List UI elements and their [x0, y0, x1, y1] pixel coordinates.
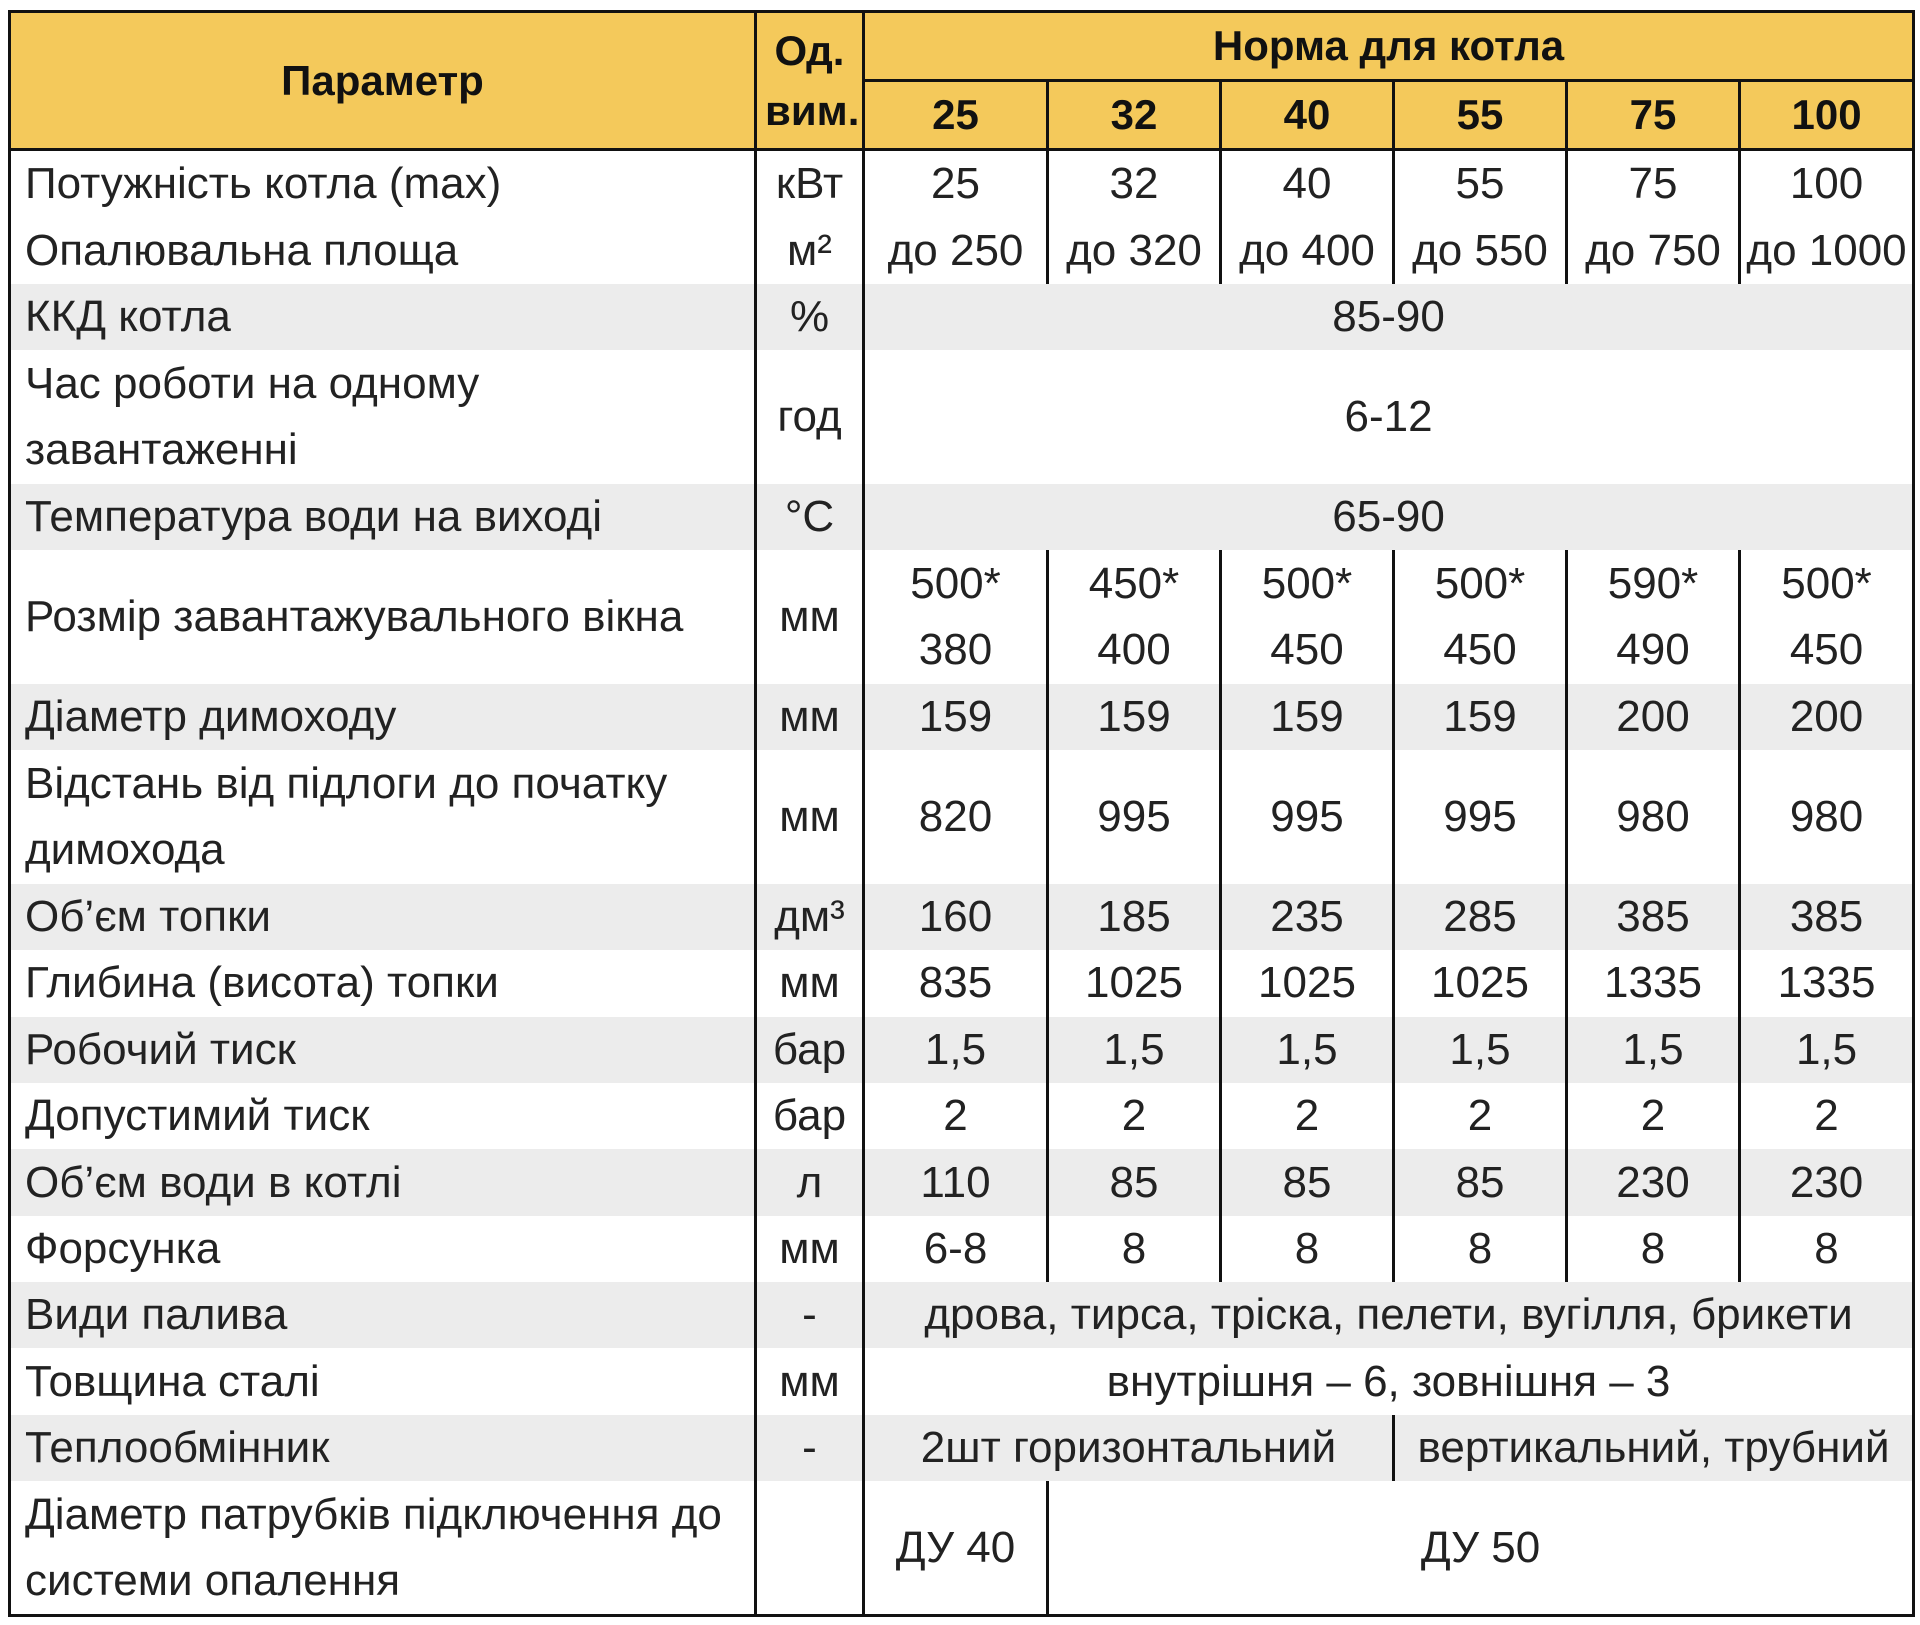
window-width: 500*: [1434, 559, 1526, 609]
unit-cell: мм: [756, 950, 864, 1016]
unit-cell: [756, 1481, 864, 1615]
value-cell: [1567, 550, 1740, 684]
value-cell: 1,5: [1567, 1017, 1740, 1083]
unit-cell: кВт: [756, 150, 864, 218]
merged-value-cell: 6-12: [864, 350, 1914, 484]
value-cell: 1,5: [864, 1017, 1048, 1083]
value-cell: 8: [1394, 1216, 1567, 1282]
value-cell: до 250: [864, 217, 1048, 283]
table-row: [10, 284, 1914, 350]
boiler-spec-table: [8, 10, 1915, 1617]
value-cell: 55: [1394, 150, 1567, 218]
param-cell: Температура води на виході: [10, 484, 756, 550]
value-cell: 820: [864, 750, 1048, 884]
unit-cell: бар: [756, 1017, 864, 1083]
param-cell: Діаметр патрубків підключення до системи опалення: [10, 1481, 756, 1615]
value-cell: до 320: [1048, 217, 1221, 283]
spec-table-wrapper: [8, 10, 1912, 1617]
table-row: [10, 884, 1914, 950]
unit-cell: %: [756, 284, 864, 350]
value-cell: 8: [1740, 1216, 1914, 1282]
window-height: 450: [1789, 625, 1864, 675]
value-cell: 2: [1048, 1083, 1221, 1149]
value-cell: 85: [1221, 1149, 1394, 1215]
header-model: 75: [1567, 81, 1740, 150]
pipe-diameter-first: ДУ 40: [864, 1481, 1048, 1615]
value-cell: 235: [1221, 884, 1394, 950]
param-cell: Розмір завантажувального вікна: [10, 550, 756, 684]
table-row: [10, 1017, 1914, 1083]
table-row: [10, 1282, 1914, 1348]
value-cell: [1740, 550, 1914, 684]
param-cell: Час роботи на одному завантаженні: [10, 350, 756, 484]
value-cell: 25: [864, 150, 1048, 218]
param-cell: Види палива: [10, 1282, 756, 1348]
window-height: 490: [1616, 625, 1690, 675]
value-cell: 159: [1394, 684, 1567, 750]
value-cell: [1221, 550, 1394, 684]
unit-cell: л: [756, 1149, 864, 1215]
value-cell: 980: [1740, 750, 1914, 884]
pipe-diameter-rest: ДУ 50: [1048, 1481, 1914, 1615]
window-width: 450*: [1088, 559, 1180, 609]
value-cell: 100: [1740, 150, 1914, 218]
header-param: Параметр: [10, 12, 756, 150]
header-model: 55: [1394, 81, 1567, 150]
table-row: [10, 1481, 1914, 1615]
header-model: 100: [1740, 81, 1914, 150]
unit-cell: -: [756, 1282, 864, 1348]
header-model: 25: [864, 81, 1048, 150]
window-height: 380: [918, 625, 993, 675]
header-unit-line2: вим.: [765, 86, 860, 134]
unit-cell: мм: [756, 550, 864, 684]
header-row-1: [10, 12, 1914, 81]
value-cell: 6-8: [864, 1216, 1048, 1282]
value-cell: 110: [864, 1149, 1048, 1215]
unit-cell: дм³: [756, 884, 864, 950]
header-unit-line1: Од.: [774, 26, 845, 74]
value-cell: 2: [864, 1083, 1048, 1149]
value-cell: [1394, 550, 1567, 684]
table-row: [10, 217, 1914, 283]
value-cell: [1048, 550, 1221, 684]
value-cell: 995: [1048, 750, 1221, 884]
value-cell: 285: [1394, 884, 1567, 950]
unit-cell: бар: [756, 1083, 864, 1149]
param-cell: Глибина (висота) топки: [10, 950, 756, 1016]
value-cell: 1335: [1567, 950, 1740, 1016]
param-cell: Опалювальна площа: [10, 217, 756, 283]
value-cell: 1025: [1048, 950, 1221, 1016]
value-cell: 1335: [1740, 950, 1914, 1016]
value-cell: 185: [1048, 884, 1221, 950]
table-row: [10, 350, 1914, 484]
table-row: [10, 150, 1914, 218]
heat-exchanger-left: 2шт горизонтальний: [864, 1415, 1394, 1481]
window-width: 590*: [1607, 559, 1699, 609]
table-row: [10, 1415, 1914, 1481]
window-width: 500*: [1781, 559, 1872, 609]
window-width: 500*: [910, 559, 1001, 609]
value-cell: до 550: [1394, 217, 1567, 283]
value-cell: 200: [1567, 684, 1740, 750]
param-cell: Відстань від підлоги до початку димохода: [10, 750, 756, 884]
value-cell: 2: [1567, 1083, 1740, 1149]
value-cell: 200: [1740, 684, 1914, 750]
value-cell: 385: [1740, 884, 1914, 950]
table-row: [10, 750, 1914, 884]
merged-value-cell: внутрішня – 6, зовнішня – 3: [864, 1348, 1914, 1414]
value-cell: 160: [864, 884, 1048, 950]
value-cell: 2: [1740, 1083, 1914, 1149]
value-cell: 2: [1221, 1083, 1394, 1149]
window-height: 450: [1270, 625, 1344, 675]
value-cell: 1,5: [1394, 1017, 1567, 1083]
param-cell: Форсунка: [10, 1216, 756, 1282]
value-cell: 1025: [1394, 950, 1567, 1016]
value-cell: 1,5: [1221, 1017, 1394, 1083]
merged-value-cell: 85-90: [864, 284, 1914, 350]
param-cell: ККД котла: [10, 284, 756, 350]
value-cell: 230: [1567, 1149, 1740, 1215]
value-cell: 40: [1221, 150, 1394, 218]
value-cell: 75: [1567, 150, 1740, 218]
value-cell: 835: [864, 950, 1048, 1016]
unit-cell: год: [756, 350, 864, 484]
value-cell: 1,5: [1740, 1017, 1914, 1083]
value-cell: 2: [1394, 1083, 1567, 1149]
param-cell: Теплообмінник: [10, 1415, 756, 1481]
unit-cell: мм: [756, 1348, 864, 1414]
value-cell: 230: [1740, 1149, 1914, 1215]
unit-cell: мм: [756, 750, 864, 884]
value-cell: 159: [864, 684, 1048, 750]
value-cell: 1025: [1221, 950, 1394, 1016]
unit-cell: -: [756, 1415, 864, 1481]
table-row: [10, 1348, 1914, 1414]
table-row: [10, 484, 1914, 550]
value-cell: 8: [1048, 1216, 1221, 1282]
merged-value-cell: 65-90: [864, 484, 1914, 550]
table-row: [10, 1083, 1914, 1149]
value-cell: 32: [1048, 150, 1221, 218]
value-cell: 85: [1048, 1149, 1221, 1215]
param-cell: Допустимий тиск: [10, 1083, 756, 1149]
value-cell: 159: [1048, 684, 1221, 750]
unit-cell: мм: [756, 1216, 864, 1282]
param-cell: Товщина сталі: [10, 1348, 756, 1414]
table-row: [10, 950, 1914, 1016]
value-cell: 995: [1394, 750, 1567, 884]
table-row: [10, 684, 1914, 750]
value-cell: 995: [1221, 750, 1394, 884]
value-cell: до 750: [1567, 217, 1740, 283]
window-width: 500*: [1261, 559, 1353, 609]
value-cell: 159: [1221, 684, 1394, 750]
value-cell: до 400: [1221, 217, 1394, 283]
header-model: 40: [1221, 81, 1394, 150]
window-height: 450: [1443, 625, 1517, 675]
value-cell: 8: [1567, 1216, 1740, 1282]
param-cell: Об’єм води в котлі: [10, 1149, 756, 1215]
param-cell: Об’єм топки: [10, 884, 756, 950]
merged-value-cell: дрова, тирса, тріска, пелети, вугілля, брикети: [864, 1282, 1914, 1348]
value-cell: 8: [1221, 1216, 1394, 1282]
header-norm: Норма для котла: [864, 12, 1914, 81]
value-cell: 85: [1394, 1149, 1567, 1215]
value-cell: 980: [1567, 750, 1740, 884]
table-row: [10, 550, 1914, 684]
value-cell: до 1000: [1740, 217, 1914, 283]
table-row: [10, 1216, 1914, 1282]
unit-cell: м²: [756, 217, 864, 283]
heat-exchanger-right: вертикальний, трубний: [1394, 1415, 1914, 1481]
param-cell: Діаметр димоходу: [10, 684, 756, 750]
header-model: 32: [1048, 81, 1221, 150]
value-cell: [864, 550, 1048, 684]
header-unit: [756, 12, 864, 150]
table-row: [10, 1149, 1914, 1215]
value-cell: 1,5: [1048, 1017, 1221, 1083]
param-cell: Робочий тиск: [10, 1017, 756, 1083]
unit-cell: °С: [756, 484, 864, 550]
param-cell: Потужність котла (max): [10, 150, 756, 218]
unit-cell: мм: [756, 684, 864, 750]
window-height: 400: [1097, 625, 1171, 675]
value-cell: 385: [1567, 884, 1740, 950]
